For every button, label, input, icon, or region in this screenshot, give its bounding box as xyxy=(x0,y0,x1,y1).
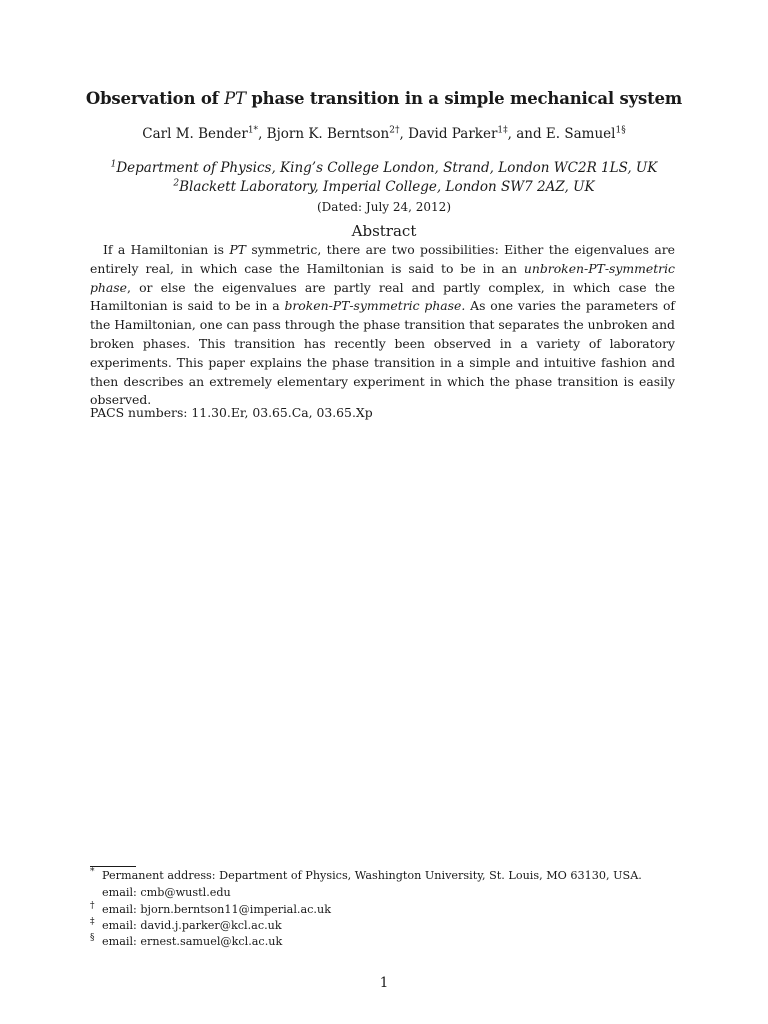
affiliation-text: Department of Physics, King’s College London, Strand, London WC2R 1LS, UK xyxy=(116,160,658,176)
author-name: Bjorn K. Berntson xyxy=(266,126,390,142)
paper-title xyxy=(0,89,768,108)
abstract-text: If a Hamiltonian is xyxy=(103,242,230,257)
abstract-text: , or else the eigenvalues are partly real and partly complex, in which case the Hamiltonian is said to be in a xyxy=(90,279,675,314)
footnote-email-berntson: † email: bjorn.berntson11@imperial.ac.uk xyxy=(90,901,331,916)
abstract-heading: Abstract xyxy=(351,222,417,240)
footnote-email-parker: ‡ email: david.j.parker@kcl.ac.uk xyxy=(90,917,282,932)
pacs-numbers: PACS numbers: 11.30.Er, 03.65.Ca, 03.65.Xp xyxy=(90,405,373,420)
author-mark: 1‡ xyxy=(497,125,508,136)
abstract-emphasis: -symmetric phase xyxy=(90,260,675,295)
footnote-divider xyxy=(90,866,136,867)
author-separator: , xyxy=(399,126,409,142)
author-separator: , xyxy=(258,126,267,142)
abstract-text: symmetric, there are two possibilities: Either the eigenvalues are entirely real, in which case the Hamiltonian is said to be in an xyxy=(90,242,675,276)
footnote-email-samuel: § email: ernest.samuel@kcl.ac.uk xyxy=(90,933,283,948)
author-name: David Parker xyxy=(408,126,498,142)
page-number: 1 xyxy=(379,975,389,991)
affiliation-number: 2 xyxy=(173,178,180,189)
abstract-text: As one varies the parameters of the Hamiltonian, one can pass through the phase transition that separates the unbroken and broken phases. This transition has recently been observed in a variety of laboratory experiments. This paper explains the phase transition in a simple and intuitive fashion and then describes an extremely elementary experiment in which the phase transition is easily observed. xyxy=(90,298,675,408)
footnote-permanent-address: * Permanent address: Department of Physics, Washington University, St. Louis, MO 63130, USA. xyxy=(90,867,642,882)
author-name: E. Samuel xyxy=(545,126,616,142)
affiliation-1 xyxy=(0,160,768,176)
title-pt-symbol: PT xyxy=(224,89,246,108)
footnote-text: email: ernest.samuel@kcl.ac.uk xyxy=(102,935,283,948)
author-mark: 1* xyxy=(247,125,259,136)
title-text-start: Observation of xyxy=(85,89,225,108)
affiliation-2 xyxy=(0,179,768,195)
title-text-end: phase transition in a simple mechanical system xyxy=(245,89,683,108)
footnote-text: email: cmb@wustl.edu xyxy=(102,886,231,899)
footnote-email-bender xyxy=(102,886,702,899)
author-list xyxy=(0,126,768,142)
pt-symbol: PT xyxy=(332,298,350,314)
author-mark: 2† xyxy=(389,125,400,136)
footnote-text: Permanent address: Department of Physics, Washington University, St. Louis, MO 63130, USA. xyxy=(102,869,642,882)
pt-symbol: PT xyxy=(229,242,246,257)
abstract-emphasis: -symmetric phase. xyxy=(349,298,466,314)
abstract-emphasis: broken- xyxy=(284,298,333,314)
author-mark: 1§ xyxy=(615,125,626,136)
footnote-text: email: bjorn.berntson11@imperial.ac.uk xyxy=(102,903,331,916)
affiliation-text: Blackett Laboratory, Imperial College, London SW7 2AZ, UK xyxy=(179,179,595,195)
pt-symbol: PT xyxy=(588,260,605,276)
abstract-emphasis: unbroken- xyxy=(523,260,589,276)
footnote-text: email: david.j.parker@kcl.ac.uk xyxy=(102,919,282,932)
date-line: (Dated: July 24, 2012) xyxy=(316,200,451,214)
author-separator: , and xyxy=(507,126,546,142)
author-name: Carl M. Bender xyxy=(142,126,248,142)
abstract-body xyxy=(90,241,675,410)
affiliation-number: 1 xyxy=(110,159,117,170)
